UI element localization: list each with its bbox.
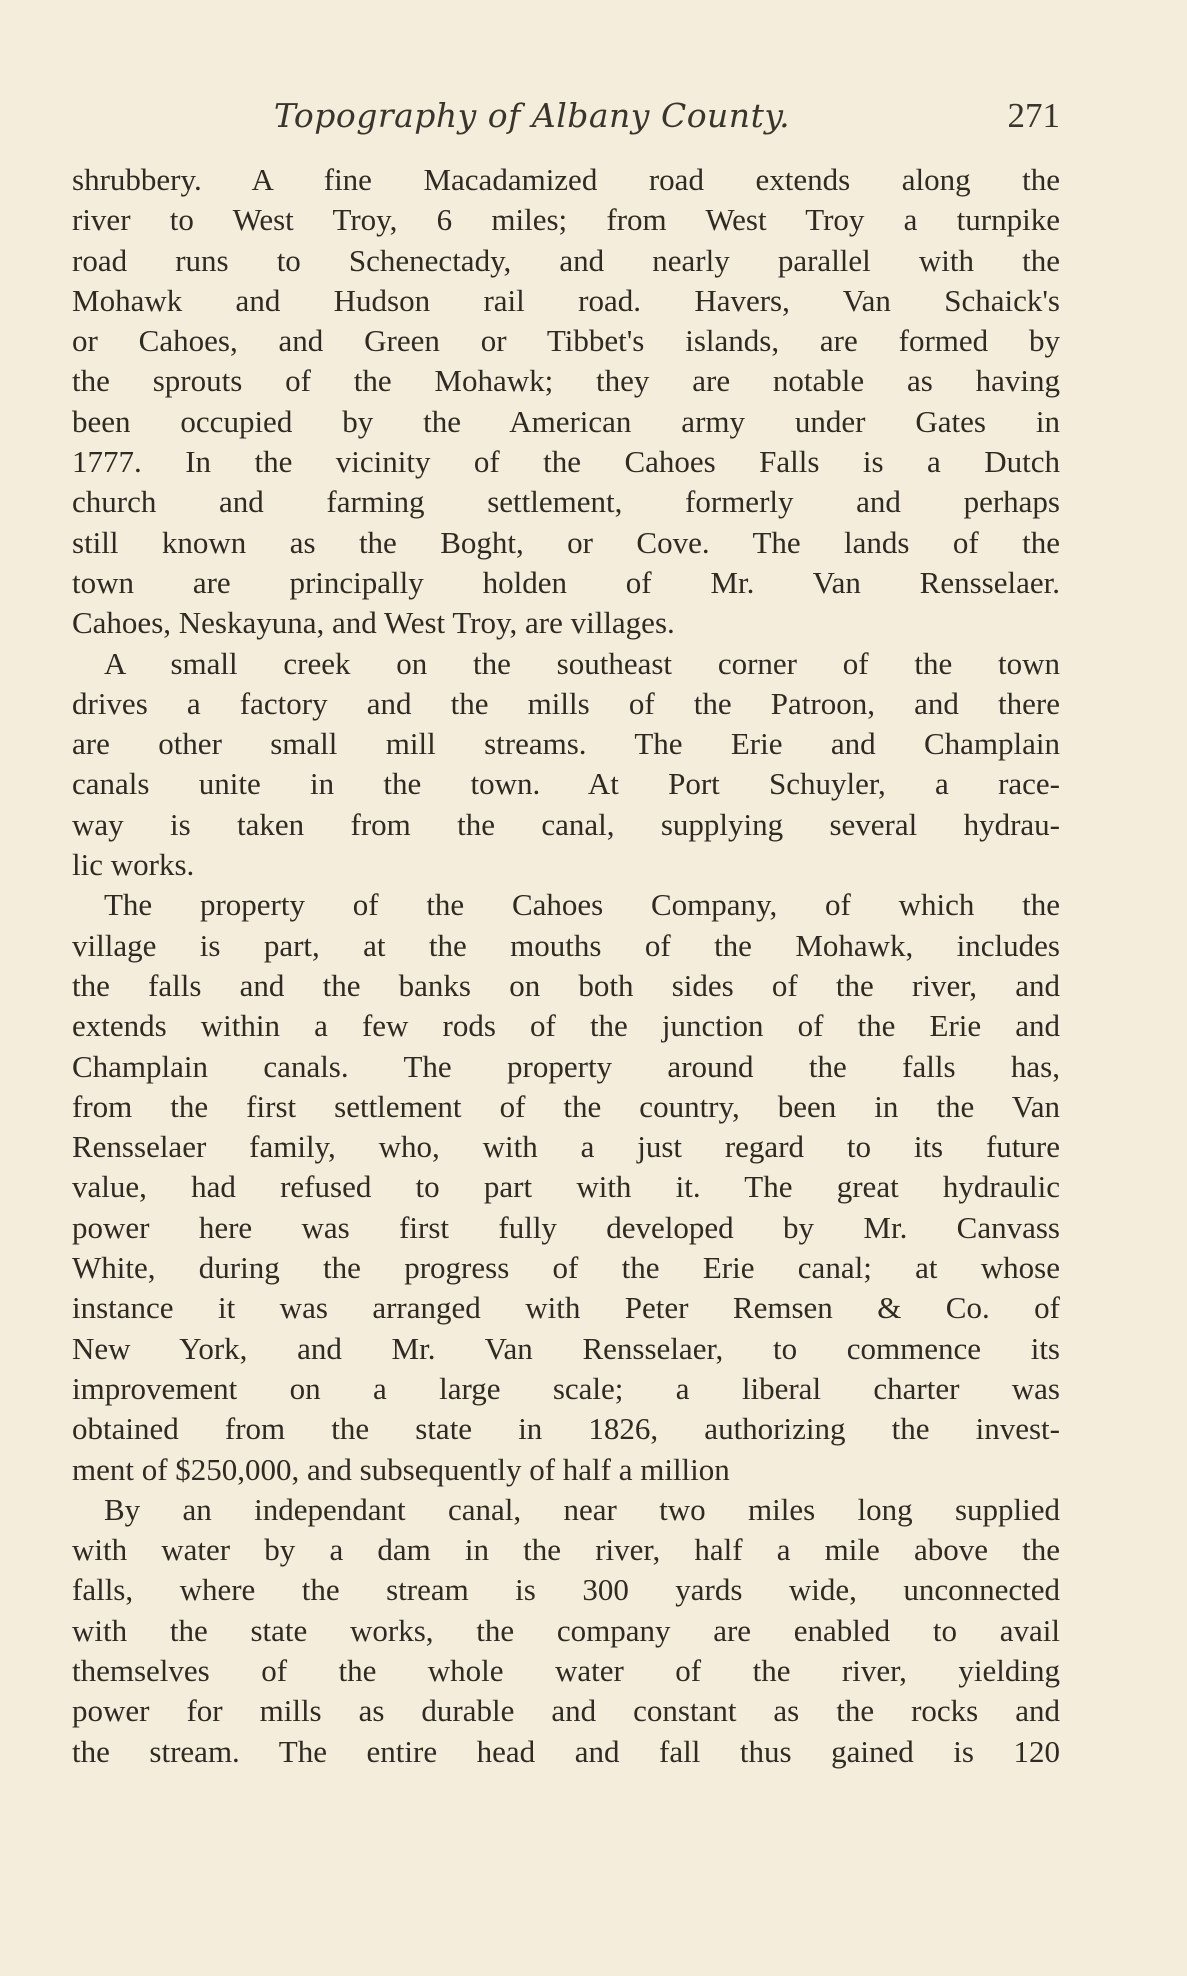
text-line: ment of $250,000, and subsequently of half a million [72, 1451, 730, 1487]
text-line: White, during the progress of the Erie canal; at whose [72, 1250, 1060, 1286]
paragraph-first-line: The property of the Cahoes Company, of which the [104, 887, 1060, 923]
text-line: themselves of the whole water of the river, yielding [72, 1652, 1060, 1688]
text-line: church and farming settlement, formerly and perhaps [72, 484, 1060, 520]
text-line: canals unite in the town. At Port Schuyler, a race- [72, 766, 1060, 802]
text-line: village is part, at the mouths of the Mohawk, includes [72, 927, 1060, 963]
text-line: drives a factory and the mills of the Patroon, and there [72, 685, 1060, 721]
text-line: 1777. In the vicinity of the Cahoes Falls is a Dutch [72, 444, 1060, 480]
text-line: the stream. The entire head and fall thus gained is 120 [72, 1733, 1060, 1769]
text-line: river to West Troy, 6 miles; from West Troy a turnpike [72, 202, 1060, 238]
text-line: falls, where the stream is 300 yards wide, unconnected [72, 1572, 1060, 1608]
text-line: the sprouts of the Mohawk; they are notable as having [72, 363, 1060, 399]
text-line: with the state works, the company are enabled to avail [72, 1612, 1060, 1648]
text-line: Mohawk and Hudson rail road. Havers, Van Schaick's [72, 282, 1060, 318]
text-line: New York, and Mr. Van Rensselaer, to commence its [72, 1330, 1060, 1366]
text-line: still known as the Boght, or Cove. The lands of the [72, 524, 1060, 560]
running-head [72, 96, 1060, 146]
text-line: the falls and the banks on both sides of the river, and [72, 967, 1060, 1003]
text-line: been occupied by the American army under Gates in [72, 403, 1060, 439]
text-line: power for mills as durable and constant as the rocks and [72, 1693, 1060, 1729]
text-line: Cahoes, Neskayuna, and West Troy, are villages. [72, 605, 675, 641]
body-text [72, 160, 1060, 1772]
text-line: road runs to Schenectady, and nearly parallel with the [72, 242, 1060, 278]
text-line: improvement on a large scale; a liberal charter was [72, 1370, 1060, 1406]
text-line: Champlain canals. The property around the falls has, [72, 1048, 1060, 1084]
paragraph-first-line: A small creek on the southeast corner of the town [104, 645, 1060, 681]
text-line: extends within a few rods of the junction of the Erie and [72, 1008, 1060, 1044]
text-line: from the first settlement of the country, been in the Van [72, 1088, 1060, 1124]
text-line: lic works. [72, 847, 195, 883]
text-line: town are principally holden of Mr. Van Rensselaer. [72, 564, 1060, 600]
text-line: way is taken from the canal, supplying several hydrau- [72, 806, 1060, 842]
text-line: are other small mill streams. The Erie and Champlain [72, 726, 1060, 762]
text-line: obtained from the state in 1826, authorizing the invest- [72, 1411, 1060, 1447]
paragraph-first-line: By an independant canal, near two miles long supplied [104, 1491, 1060, 1527]
page-number: 271 [1007, 96, 1060, 135]
text-line: value, had refused to part with it. The great hydraulic [72, 1169, 1060, 1205]
text-line: shrubbery. A fine Macadamized road extends along the [72, 162, 1060, 197]
text-line: or Cahoes, and Green or Tibbet's islands, are formed by [72, 323, 1060, 359]
text-line: power here was first fully developed by Mr. Canvass [72, 1209, 1060, 1245]
text-line: with water by a dam in the river, half a mile above the [72, 1532, 1060, 1568]
page-title: Topography of Albany County. [273, 96, 791, 135]
text-line: Rensselaer family, who, with a just regard to its future [72, 1129, 1060, 1165]
text-line: instance it was arranged with Peter Remsen & Co. of [72, 1290, 1060, 1326]
